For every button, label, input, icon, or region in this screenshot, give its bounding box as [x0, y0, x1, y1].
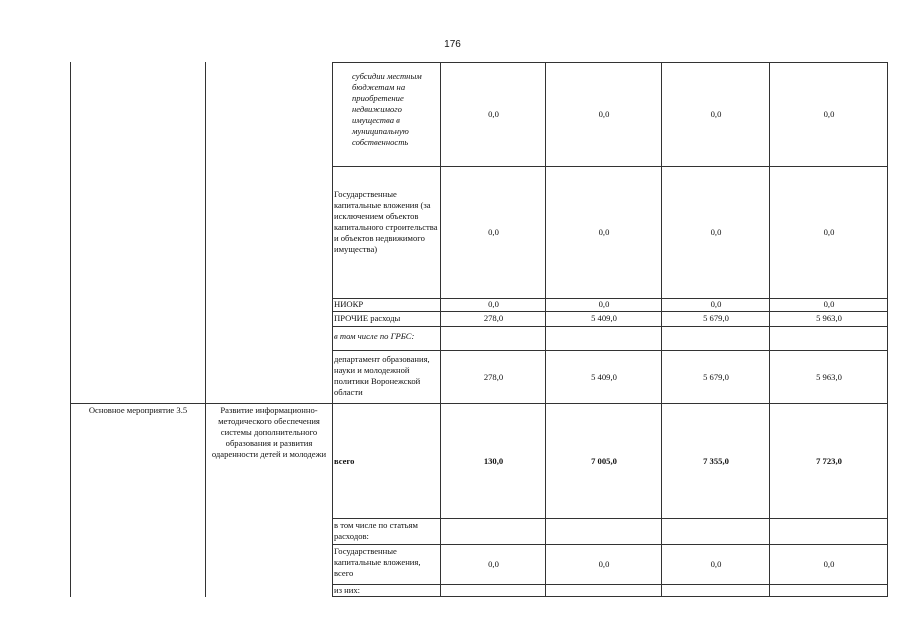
- table-border: [887, 62, 888, 597]
- table-border: [332, 596, 888, 597]
- value-cell: 0,0: [598, 227, 610, 237]
- value-cell: 0,0: [823, 299, 835, 309]
- value-cell: 0,0: [710, 109, 722, 119]
- row-label: в том числе по статьям расходов:: [334, 520, 418, 541]
- event-name: Развитие информационно-методического обеспечения системы дополнительного образования и развития одаренности детей и молодежи: [211, 405, 327, 459]
- row-label: в том числе по ГРБС:: [334, 331, 415, 341]
- value-cell: 0,0: [488, 227, 499, 237]
- row-label: НИОКР: [334, 299, 364, 309]
- value-cell: 0,0: [488, 299, 499, 309]
- value-cell: 0,0: [598, 559, 610, 569]
- value-cell: 278,0: [483, 313, 504, 323]
- value-cell: 0,0: [823, 227, 835, 237]
- table-border: [332, 311, 888, 312]
- value-cell: 0,0: [710, 227, 722, 237]
- value-cell: 0,0: [710, 559, 722, 569]
- row-label: Государственные капитальные вложения (за исключением объектов капитального строительства и объектов недвижимого имущества): [334, 189, 438, 254]
- value-cell: 5 409,0: [591, 313, 617, 323]
- row-label: всего: [334, 456, 355, 466]
- row-label: ПРОЧИЕ расходы: [334, 313, 401, 323]
- value-cell: 0,0: [823, 109, 835, 119]
- row-label: Государственные капитальные вложения, всего: [334, 546, 421, 578]
- value-cell: 7 355,0: [703, 456, 729, 466]
- value-cell: 278,0: [483, 371, 504, 382]
- event-code: Основное мероприятие 3.5: [88, 405, 188, 415]
- page-number: 176: [444, 39, 461, 50]
- value-cell: 0,0: [488, 109, 499, 119]
- table-border: [332, 326, 888, 327]
- table-border: [545, 62, 546, 597]
- table-border: [440, 62, 441, 597]
- table-border: [205, 62, 206, 597]
- value-cell: 0,0: [710, 299, 722, 309]
- value-cell: 0,0: [488, 559, 499, 569]
- value-cell: 5 409,0: [591, 371, 617, 382]
- value-cell: 7 005,0: [591, 456, 617, 466]
- table-border: [661, 62, 662, 597]
- table-border: [70, 403, 888, 404]
- table-border: [332, 62, 333, 597]
- value-cell: 5 679,0: [703, 313, 729, 323]
- value-cell: 7 723,0: [816, 456, 842, 466]
- row-label: из них:: [334, 585, 361, 595]
- table-border: [769, 62, 770, 597]
- row-label: департамент образования, науки и молодежной политики Воронежской области: [334, 354, 430, 397]
- value-cell: 0,0: [598, 299, 610, 309]
- table-border: [332, 518, 888, 519]
- value-cell: 5 963,0: [816, 313, 842, 323]
- value-cell: 5 679,0: [703, 371, 729, 382]
- value-cell: 0,0: [823, 559, 835, 569]
- value-cell: 5 963,0: [816, 371, 842, 382]
- table-border: [70, 62, 71, 597]
- value-cell: 130,0: [483, 456, 504, 466]
- row-label: субсидии местным бюджетам на приобретение недвижимого имущества в муниципальную собственность: [352, 71, 422, 147]
- value-cell: 0,0: [598, 109, 610, 119]
